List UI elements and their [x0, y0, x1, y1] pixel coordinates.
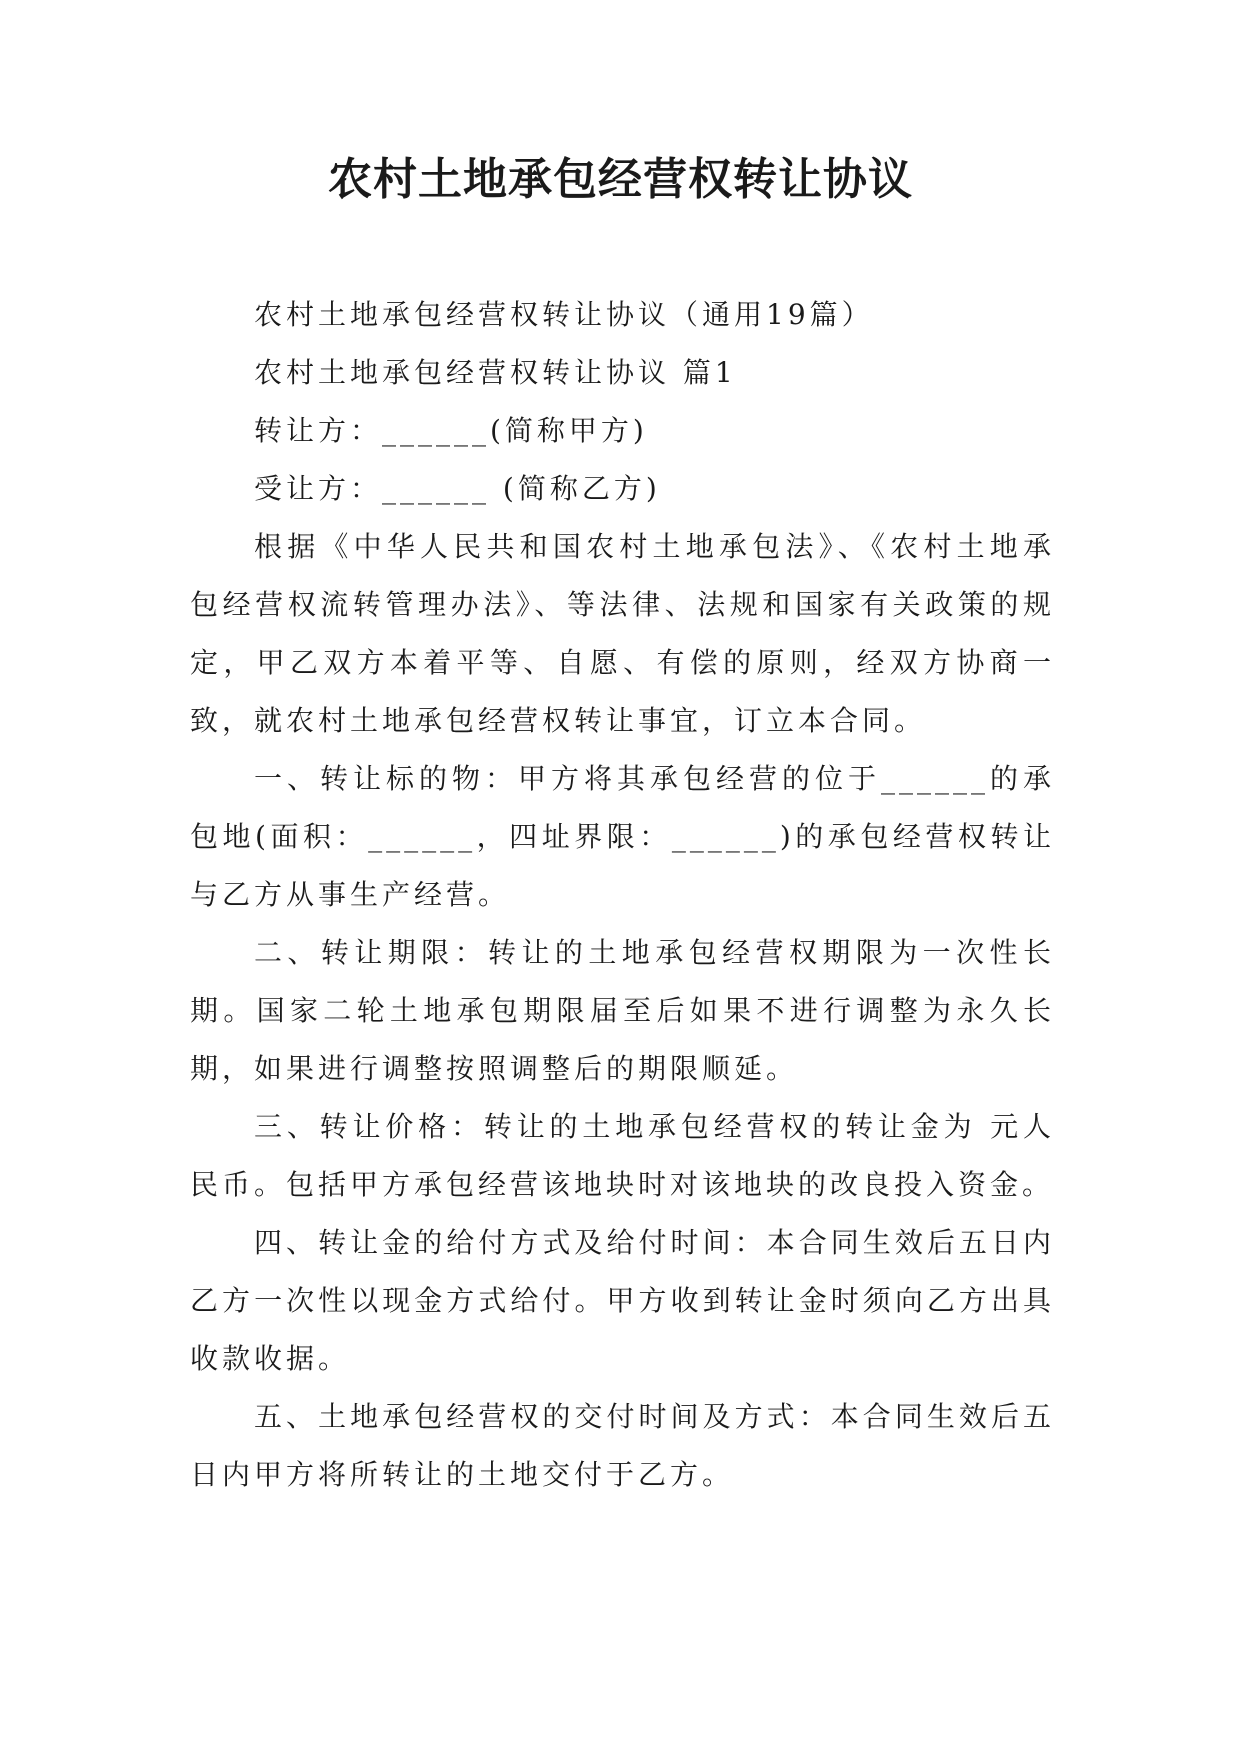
- collection-heading: 农村土地承包经营权转让协议（通用19篇）: [254, 298, 874, 331]
- clause-4-paragraph: 四、转让金的给付方式及给付时间：本合同生效后五日内乙方一次性以现金方式给付。甲方收到转让金时须向乙方出具收款收据。: [190, 1226, 1055, 1375]
- document-title: 农村土地承包经营权转让协议: [328, 154, 913, 205]
- clause-5-paragraph: 五、土地承包经营权的交付时间及方式：本合同生效后五日内甲方将所转让的土地交付于乙方。: [190, 1400, 1055, 1491]
- clause-3-paragraph: 三、转让价格：转让的土地承包经营权的转让金为 元人民币。包括甲方承包经营该地块时对该地块的改良投入资金。: [190, 1110, 1055, 1201]
- article-heading: 农村土地承包经营权转让协议 篇1: [254, 356, 737, 389]
- clause-1-paragraph: 一、转让标的物：甲方将其承包经营的位于______的承包地(面积：______，四址界限：______)的承包经营权转让与乙方从事生产经营。: [190, 762, 1055, 911]
- clause-2-paragraph: 二、转让期限：转让的土地承包经营权期限为一次性长期。国家二轮土地承包期限届至后如果不进行调整为永久长期，如果进行调整按照调整后的期限顺延。: [190, 936, 1055, 1085]
- transferee-line: 受让方：______ (简称乙方): [254, 472, 661, 505]
- document-body: [190, 286, 1055, 1504]
- preamble-paragraph: 根据《中华人民共和国农村土地承包法》、《农村土地承包经营权流转管理办法》、等法律、法规和国家有关政策的规定，甲乙双方本着平等、自愿、有偿的原则，经双方协商一致，就农村土地承包经营权转让事宜，订立本合同。: [190, 530, 1055, 737]
- transferor-line: 转让方：______(简称甲方): [254, 414, 648, 447]
